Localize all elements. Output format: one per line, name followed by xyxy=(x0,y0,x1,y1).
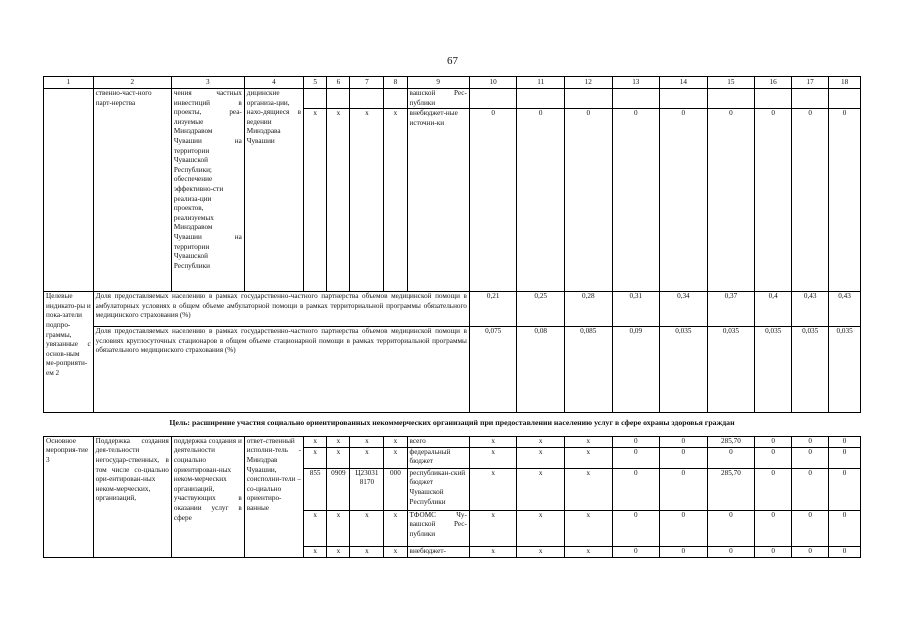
indicator-text: Доля предоставляемых населению в рамках государственно-частного партнерства объемов медицинской помощи в амбулаторных условиях в общем объеме амбулаторной помощи в рамках территориальной программы обязательного медицинского страхования (%) xyxy=(93,292,469,327)
value-cell: 0 xyxy=(660,447,708,468)
program-table xyxy=(43,76,861,558)
value-cell: 0 xyxy=(707,109,755,292)
value-cell: 0 xyxy=(755,447,792,468)
code-cell: Ц23031 8170 xyxy=(350,468,384,510)
value-cell: 0 xyxy=(755,546,792,557)
header-cell: 13 xyxy=(612,77,660,89)
value-cell: 0 xyxy=(755,510,792,546)
executor-continued: дицинские организа-ции, нахо-дящиеся в ведении Минздрава Чувашии xyxy=(244,89,303,292)
cell-empty xyxy=(660,89,708,109)
value-cell: 0 xyxy=(792,109,829,292)
value-cell: 0 xyxy=(829,468,861,510)
value-cell: 0 xyxy=(755,109,792,292)
indicator-value: 0,035 xyxy=(660,327,708,413)
value-cell: x xyxy=(517,468,565,510)
header-cell: 1 xyxy=(44,77,94,89)
value-cell: 0 xyxy=(517,109,565,292)
code-cell: x xyxy=(350,109,384,292)
goal-row xyxy=(44,413,861,437)
code-cell: x xyxy=(384,546,407,557)
value-cell: 0 xyxy=(755,436,792,447)
value-cell: 0 xyxy=(829,510,861,546)
table-row xyxy=(44,436,861,447)
cell-empty xyxy=(707,89,755,109)
header-cell: 15 xyxy=(707,77,755,89)
cell-empty xyxy=(327,89,350,109)
program-table-wrapper xyxy=(43,76,861,558)
value-cell: 0 xyxy=(707,510,755,546)
indicator-value: 0,4 xyxy=(755,292,792,327)
code-cell: x xyxy=(384,109,407,292)
value-cell: 0 xyxy=(660,468,708,510)
value-cell: x xyxy=(469,510,517,546)
value-cell: 0 xyxy=(829,436,861,447)
event-name-continued: ственно-част-ного парт-нерства xyxy=(93,89,171,292)
code-cell: x xyxy=(303,546,326,557)
code-cell: x xyxy=(384,510,407,546)
value-cell: x xyxy=(469,436,517,447)
value-cell: 0 xyxy=(792,510,829,546)
header-cell: 18 xyxy=(829,77,861,89)
cell-empty xyxy=(829,89,861,109)
indicator-value: 0,43 xyxy=(792,292,829,327)
indicator-text: Доля предоставляемых населению в рамках государственно-частного партнерства объемов медицинской помощи в условиях круглосуточных стационаров в общем объеме стационарной помощи в рамках территориальной программы обязательного медицинского страхования (%) xyxy=(93,327,469,413)
cell-empty xyxy=(564,89,612,109)
code-cell: x xyxy=(327,447,350,468)
value-cell: x xyxy=(564,447,612,468)
code-cell: x xyxy=(303,436,326,447)
funding-source: федеральный бюджет xyxy=(407,447,469,468)
header-cell: 5 xyxy=(303,77,326,89)
table-row xyxy=(44,89,861,109)
indicator-row xyxy=(44,292,861,327)
event-3-name: Поддержка создания дея-тельности негосудар-ственных, в том числе со-циально ори-ентирован-ных неком-мерческих, организаций, xyxy=(93,436,171,557)
code-cell: x xyxy=(303,109,326,292)
value-cell: x xyxy=(517,436,565,447)
value-cell: x xyxy=(564,468,612,510)
event-3-executor: ответ-ственный исполни-тель - Минздрав Чувашии, соисполни-тели – со-циально ориентиро-ванные xyxy=(244,436,303,557)
header-cell: 4 xyxy=(244,77,303,89)
header-cell: 10 xyxy=(469,77,517,89)
indicator-value: 0,34 xyxy=(660,292,708,327)
code-cell: 000 xyxy=(384,468,407,510)
value-cell: x xyxy=(517,510,565,546)
indicator-value: 0,035 xyxy=(755,327,792,413)
indicator-value: 0,31 xyxy=(612,292,660,327)
value-cell: x xyxy=(564,510,612,546)
header-cell: 16 xyxy=(755,77,792,89)
code-cell: x xyxy=(327,510,350,546)
value-cell: 0 xyxy=(792,546,829,557)
task-continued: чения частных инвестиций в проекты, реа-лизуемые Минздравом Чувашии на территории Чувашской Республики; обеспечение эффективно-сти реализа-ции проектов, реализуемых Минздравом Чувашии на территории Чувашской Республики xyxy=(171,89,244,292)
cell-empty xyxy=(44,89,94,292)
cell-empty xyxy=(303,89,326,109)
value-cell: x xyxy=(564,546,612,557)
event-3-label: Основное мероприя-тие 3 xyxy=(44,436,94,557)
value-cell: 0 xyxy=(612,510,660,546)
code-cell: x xyxy=(303,510,326,546)
code-cell: x xyxy=(327,109,350,292)
header-cell: 17 xyxy=(792,77,829,89)
code-cell: x xyxy=(350,447,384,468)
code-cell: 0909 xyxy=(327,468,350,510)
code-cell: 855 xyxy=(303,468,326,510)
indicator-value: 0,09 xyxy=(612,327,660,413)
header-cell: 11 xyxy=(517,77,565,89)
header-cell: 2 xyxy=(93,77,171,89)
indicator-value: 0,035 xyxy=(829,327,861,413)
value-cell: x xyxy=(517,447,565,468)
value-cell: x xyxy=(517,546,565,557)
indicator-value: 0,035 xyxy=(792,327,829,413)
indicators-label: Целевые индикато-ры и пока-затели подпро-граммы, увязанные с основ-ным ме-роприяти-ем 2 xyxy=(44,292,94,413)
header-cell: 7 xyxy=(350,77,384,89)
indicator-value: 0,08 xyxy=(517,327,565,413)
value-cell: 0 xyxy=(792,436,829,447)
indicator-value: 0,035 xyxy=(707,327,755,413)
indicator-value: 0,085 xyxy=(564,327,612,413)
value-cell: 0 xyxy=(755,468,792,510)
value-cell: x xyxy=(564,436,612,447)
cell-empty xyxy=(469,89,517,109)
value-cell: x xyxy=(469,447,517,468)
goal-heading: Цель: расширение участия социально ориентированных некоммерческих организаций при предоставлении населению услуг в сфере охраны здоровья граждан xyxy=(44,413,861,437)
code-cell: x xyxy=(350,510,384,546)
value-cell: 0 xyxy=(660,109,708,292)
cell-empty xyxy=(612,89,660,109)
value-cell: 0 xyxy=(612,436,660,447)
page-number: 67 xyxy=(447,55,458,67)
indicator-value: 0,37 xyxy=(707,292,755,327)
code-cell: x xyxy=(350,436,384,447)
header-row xyxy=(44,77,861,89)
indicator-value: 0,075 xyxy=(469,327,517,413)
funding-source: ТФОМС Чу-вашской Рес-публики xyxy=(407,510,469,546)
cell-empty xyxy=(755,89,792,109)
value-cell: 0 xyxy=(469,109,517,292)
cell-empty xyxy=(517,89,565,109)
value-cell: 0 xyxy=(660,546,708,557)
value-cell: 285,70 xyxy=(707,436,755,447)
value-cell: 0 xyxy=(707,447,755,468)
value-cell: x xyxy=(469,546,517,557)
funding-source: всего xyxy=(407,436,469,447)
cell-empty xyxy=(792,89,829,109)
funding-source: республикан-ский бюджет Чувашской Республики xyxy=(407,468,469,510)
value-cell: 0 xyxy=(792,447,829,468)
value-cell: 285,70 xyxy=(707,468,755,510)
value-cell: 0 xyxy=(829,109,861,292)
value-cell: 0 xyxy=(829,447,861,468)
header-cell: 3 xyxy=(171,77,244,89)
value-cell: 0 xyxy=(612,468,660,510)
indicator-value: 0,28 xyxy=(564,292,612,327)
value-cell: 0 xyxy=(564,109,612,292)
header-cell: 12 xyxy=(564,77,612,89)
header-cell: 9 xyxy=(407,77,469,89)
code-cell: x xyxy=(384,436,407,447)
indicator-value: 0,43 xyxy=(829,292,861,327)
value-cell: 0 xyxy=(792,468,829,510)
header-cell: 14 xyxy=(660,77,708,89)
cell-empty xyxy=(384,89,407,109)
header-cell: 6 xyxy=(327,77,350,89)
code-cell: x xyxy=(327,436,350,447)
value-cell: 0 xyxy=(612,447,660,468)
value-cell: x xyxy=(469,468,517,510)
code-cell: x xyxy=(384,447,407,468)
indicator-value: 0,21 xyxy=(469,292,517,327)
code-cell: x xyxy=(327,546,350,557)
value-cell: 0 xyxy=(612,546,660,557)
indicator-row xyxy=(44,327,861,413)
value-cell: 0 xyxy=(707,546,755,557)
value-cell: 0 xyxy=(829,546,861,557)
code-cell: x xyxy=(303,447,326,468)
cell-empty xyxy=(350,89,384,109)
funding-source: внебюджет-ные источни-ки xyxy=(407,109,469,292)
value-cell: 0 xyxy=(660,436,708,447)
header-cell: 8 xyxy=(384,77,407,89)
indicator-value: 0,25 xyxy=(517,292,565,327)
value-cell: 0 xyxy=(612,109,660,292)
funding-source: внебюджет- xyxy=(407,546,469,557)
event-3-task: поддержка создания и деятельности социально ориентирован-ных неком-мерческих организаций, участвующих в оказании услуг в сфере xyxy=(171,436,244,557)
source-continued: вашской Рес-публики xyxy=(407,89,469,109)
code-cell: x xyxy=(350,546,384,557)
value-cell: 0 xyxy=(660,510,708,546)
